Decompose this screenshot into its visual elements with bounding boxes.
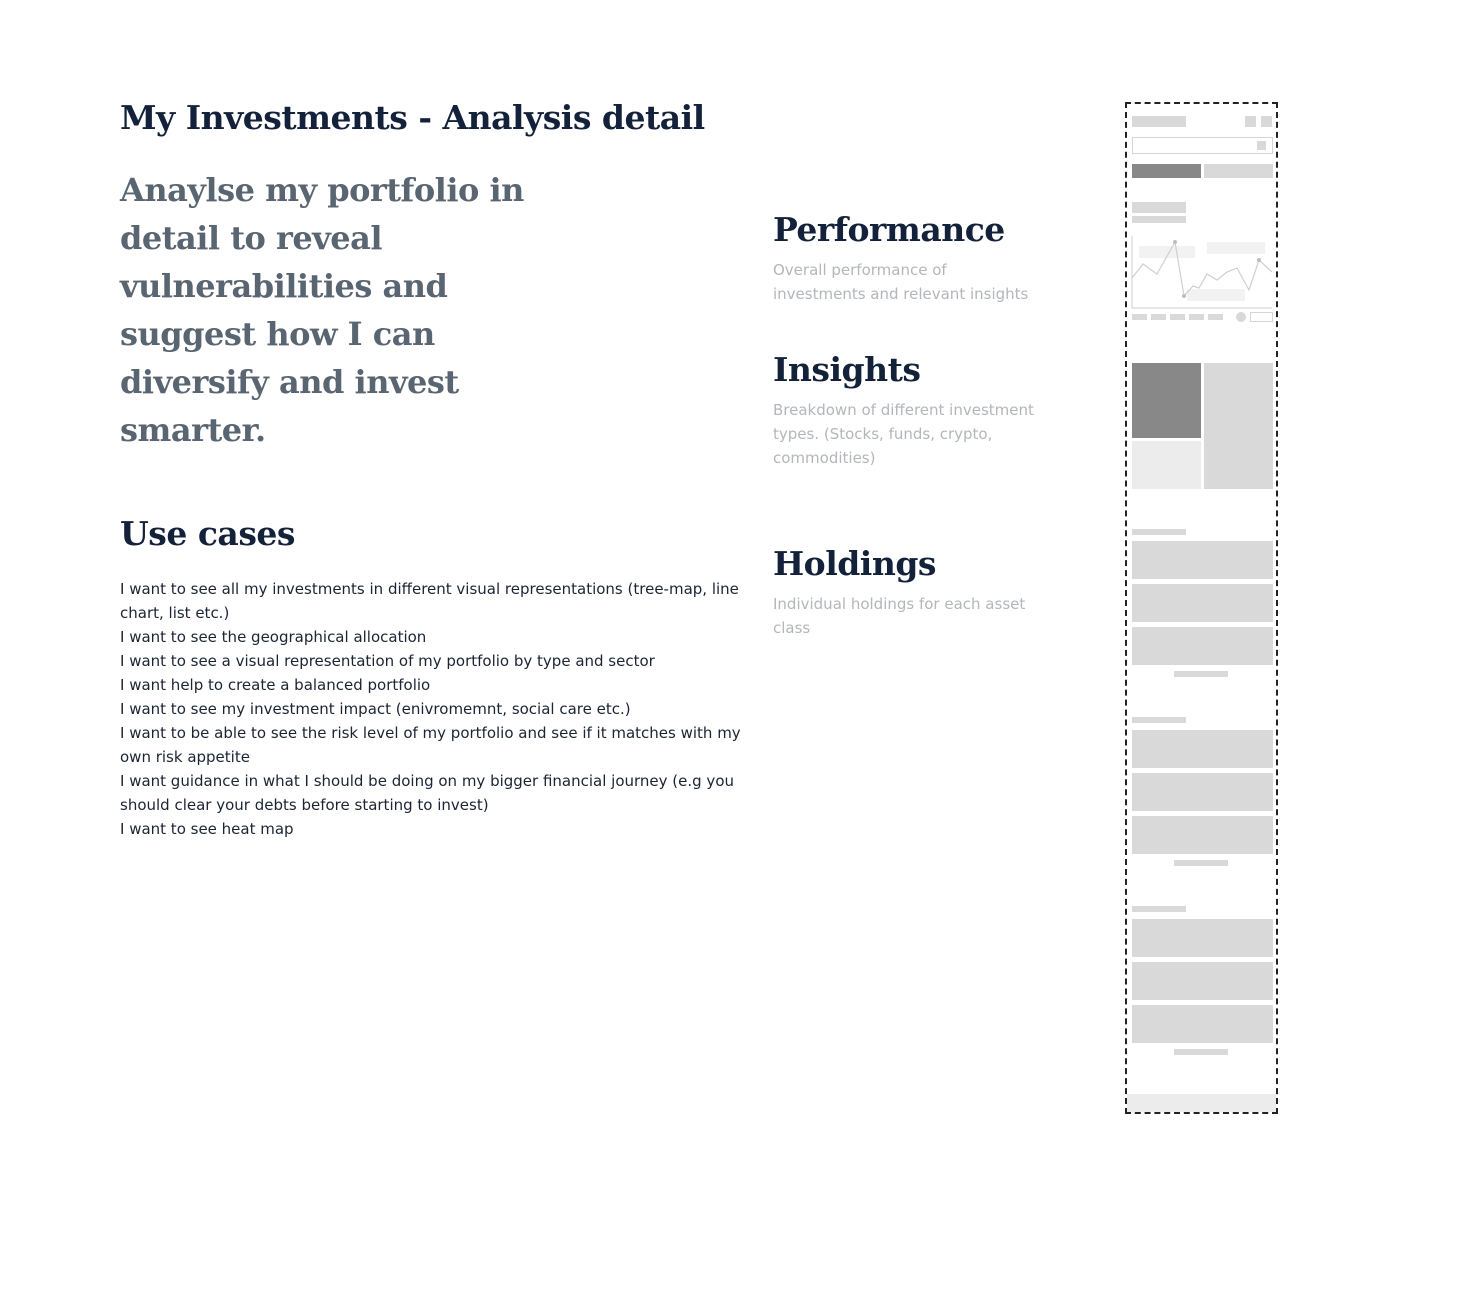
wf-logo-placeholder: [1132, 116, 1186, 127]
section-title-holdings: Holdings: [773, 544, 936, 583]
use-case-item: I want to see a visual representation of my portfolio by type and sector: [120, 652, 655, 670]
wf-range-pill: [1132, 314, 1147, 320]
page-title: My Investments - Analysis detail: [120, 98, 705, 137]
use-case-item: I want to see the geographical allocation: [120, 628, 427, 646]
wf-search-icon: [1257, 141, 1266, 150]
section-title-insights: Insights: [773, 350, 921, 389]
wf-see-more: [1174, 671, 1228, 677]
section-description-holdings: Individual holdings for each asset class: [773, 595, 1026, 637]
use-case-item: I want to see heat map: [120, 820, 294, 838]
wf-range-pill: [1151, 314, 1166, 320]
wf-see-more: [1174, 1049, 1228, 1055]
wf-holding-card: [1132, 919, 1273, 957]
use-case-item: I want to see all my investments in different visual representations (tree-map, line chart, list etc.): [120, 580, 739, 622]
use-case-item: I want to see my investment impact (enivromemnt, social care etc.): [120, 700, 631, 718]
use-case-item: I want to be able to see the risk level of my portfolio and see if it matches with my own risk appetite: [120, 724, 741, 766]
section-description-performance: Overall performance of investments and relevant insights: [773, 261, 1029, 303]
wf-holding-card: [1132, 627, 1273, 665]
wf-search-placeholder: [1132, 137, 1273, 154]
wf-icon-placeholder: [1261, 116, 1272, 127]
wf-holding-card: [1132, 773, 1273, 811]
wf-text-placeholder: [1132, 216, 1186, 223]
section-insights: [773, 350, 1043, 470]
wf-treemap-block: [1132, 441, 1201, 489]
wf-tab: [1204, 164, 1273, 178]
use-case-item: I want guidance in what I should be doing on my bigger financial journey (e.g you should clear your debts before starting to invest): [120, 772, 734, 814]
use-cases-list: [120, 577, 750, 841]
wf-range-pill: [1189, 314, 1204, 320]
wf-footer: [1127, 1094, 1276, 1112]
section-performance: [773, 210, 1043, 306]
wf-holding-card: [1132, 962, 1273, 1000]
section-description-insights: Breakdown of different investment types. (Stocks, funds, crypto, commodities): [773, 401, 1034, 467]
wf-holding-card: [1132, 541, 1273, 579]
wf-toggle-dot: [1236, 312, 1246, 322]
wf-holding-card: [1132, 584, 1273, 622]
wf-treemap-block: [1132, 363, 1201, 438]
wf-holding-card: [1132, 816, 1273, 854]
use-cases-heading: Use cases: [120, 514, 295, 553]
wf-icon-placeholder: [1245, 116, 1256, 127]
wf-group-label: [1132, 529, 1186, 535]
wf-group-label: [1132, 717, 1186, 723]
wf-line-chart: [1131, 234, 1273, 310]
wf-see-more: [1174, 860, 1228, 866]
wf-holding-card: [1132, 1005, 1273, 1043]
wf-group-label: [1132, 906, 1186, 912]
section-holdings: [773, 544, 1043, 640]
wf-heading-placeholder: [1132, 202, 1186, 213]
wireframe-thumbnail: [1125, 102, 1278, 1114]
wf-treemap-block: [1204, 363, 1273, 489]
wf-range-pill: [1170, 314, 1185, 320]
wf-tab-active: [1132, 164, 1201, 178]
section-title-performance: Performance: [773, 210, 1005, 249]
wf-holding-card: [1132, 730, 1273, 768]
page-subtitle: Anaylse my portfolio in detail to reveal vulnerabilities and suggest how I can diversify and invest smarter.: [120, 171, 524, 449]
use-case-item: I want help to create a balanced portfolio: [120, 676, 431, 694]
wf-range-pill: [1208, 314, 1223, 320]
wf-toggle-box: [1250, 312, 1273, 322]
